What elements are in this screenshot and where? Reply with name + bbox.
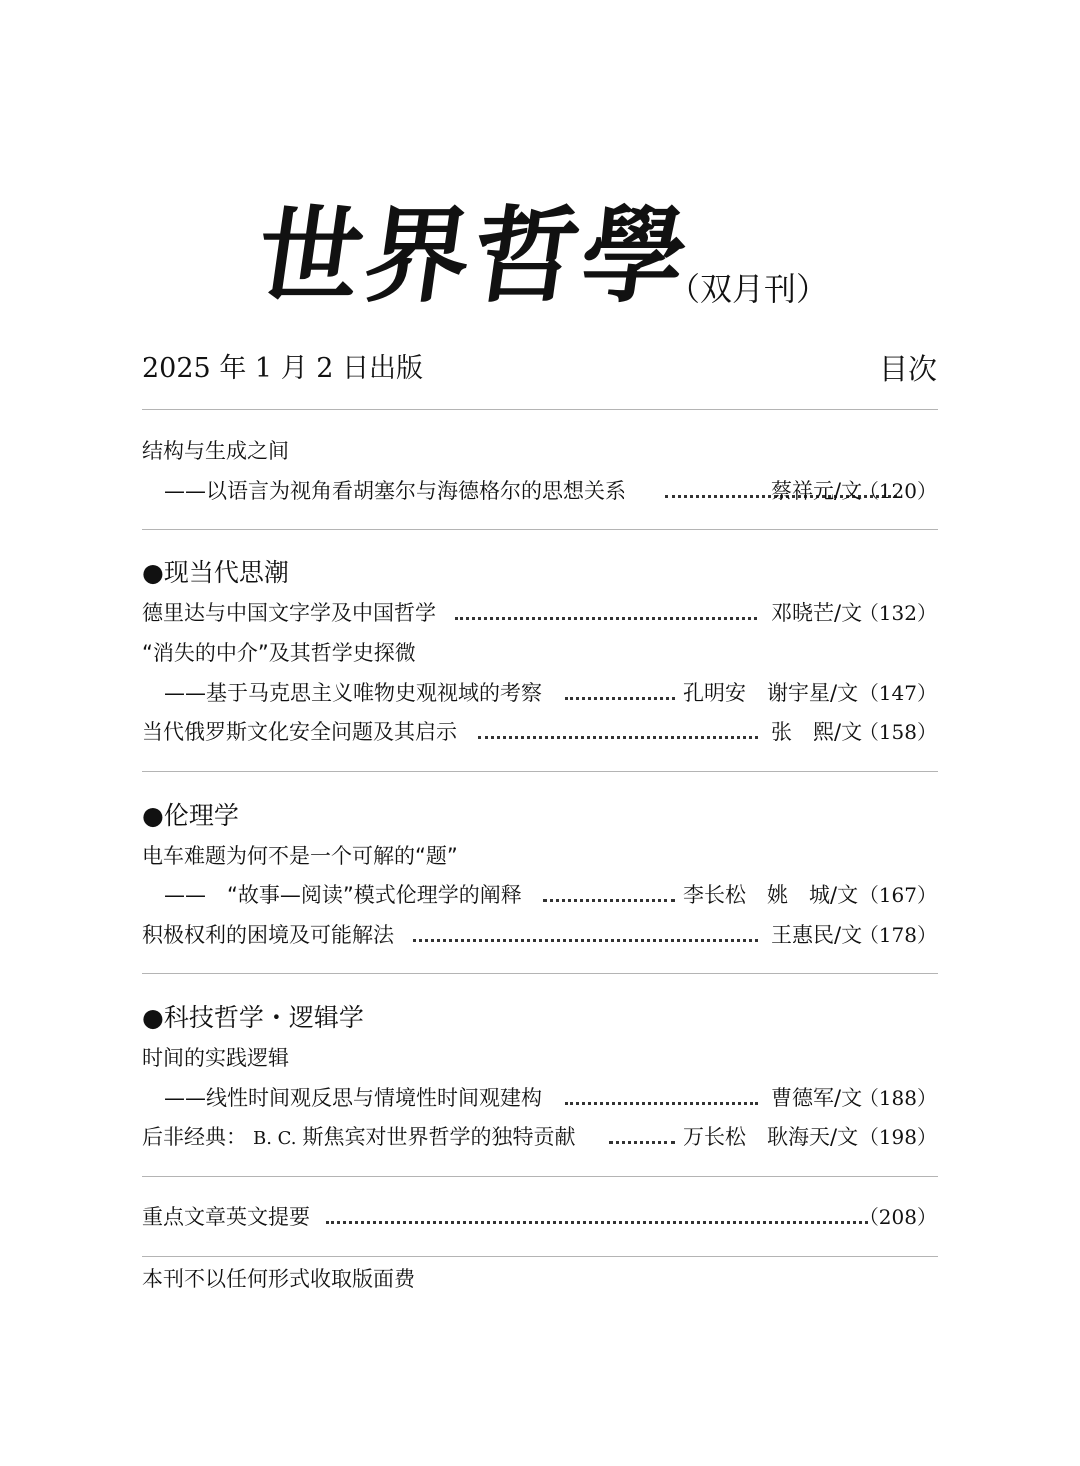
footer-notice: 本刊不以任何形式收取版面费 bbox=[142, 1267, 415, 1291]
toc-entry-title: “消失的中介”及其哲学史探微 bbox=[142, 641, 416, 665]
entry-subtitle: ——以语言为视角看胡塞尔与海德格尔的思想关系 bbox=[164, 479, 626, 503]
entry-author: 蔡祥元/文 bbox=[771, 479, 863, 503]
divider bbox=[142, 529, 938, 530]
toc-entry: 积极权利的困境及可能解法 王惠民/文 （178） bbox=[142, 923, 937, 947]
toc-entry-title: 结构与生成之间 bbox=[142, 439, 289, 463]
dot-leader bbox=[609, 1141, 675, 1144]
divider bbox=[142, 409, 938, 410]
toc-entry: 重点文章英文提要 （208） bbox=[142, 1205, 937, 1229]
divider bbox=[142, 1176, 938, 1177]
dot-leader bbox=[565, 697, 675, 700]
toc-entry: 当代俄罗斯文化安全问题及其启示 张 熙/文 （158） bbox=[142, 720, 937, 744]
dot-leader bbox=[478, 736, 758, 739]
journal-title-logo: 世界哲學 bbox=[249, 194, 699, 317]
section-heading: ●科技哲学・逻辑学 bbox=[142, 1003, 364, 1032]
divider bbox=[142, 771, 938, 772]
divider bbox=[142, 1256, 938, 1257]
journal-frequency: （双月刊） bbox=[668, 270, 829, 308]
divider bbox=[142, 973, 938, 974]
toc-entry: 后非经典： B. C. 斯焦宾对世界哲学的独特贡献 万长松 耿海天/文 （198） bbox=[142, 1125, 937, 1149]
issue-header bbox=[142, 346, 937, 392]
publication-date: 2025 年 1 月 2 日出版 bbox=[142, 353, 424, 384]
toc-entry-title: 时间的实践逻辑 bbox=[142, 1046, 289, 1070]
toc-entry bbox=[142, 472, 937, 510]
section-heading: ●伦理学 bbox=[142, 801, 239, 830]
toc-entry-title: 电车难题为何不是一个可解的“题” bbox=[142, 844, 458, 868]
dot-leader bbox=[413, 939, 758, 942]
toc-label: 目次 bbox=[878, 352, 937, 386]
dot-leader bbox=[455, 617, 757, 620]
entry-page: （120） bbox=[858, 479, 937, 503]
toc-entry: ——线性时间观反思与情境性时间观建构 曹德军/文 （188） bbox=[164, 1086, 937, 1110]
dot-leader bbox=[565, 1102, 758, 1105]
toc-entry: ——基于马克思主义唯物史观视域的考察 孔明安 谢宇星/文 （147） bbox=[164, 681, 937, 705]
dot-leader bbox=[326, 1221, 868, 1224]
dot-leader bbox=[543, 899, 675, 902]
masthead bbox=[249, 194, 898, 326]
section-heading: ●现当代思潮 bbox=[142, 558, 289, 587]
toc-entry: 德里达与中国文字学及中国哲学 邓晓芒/文 （132） bbox=[142, 601, 937, 625]
toc-entry: —— “故事—阅读”模式伦理学的阐释 李长松 姚 城/文 （167） bbox=[164, 883, 937, 907]
